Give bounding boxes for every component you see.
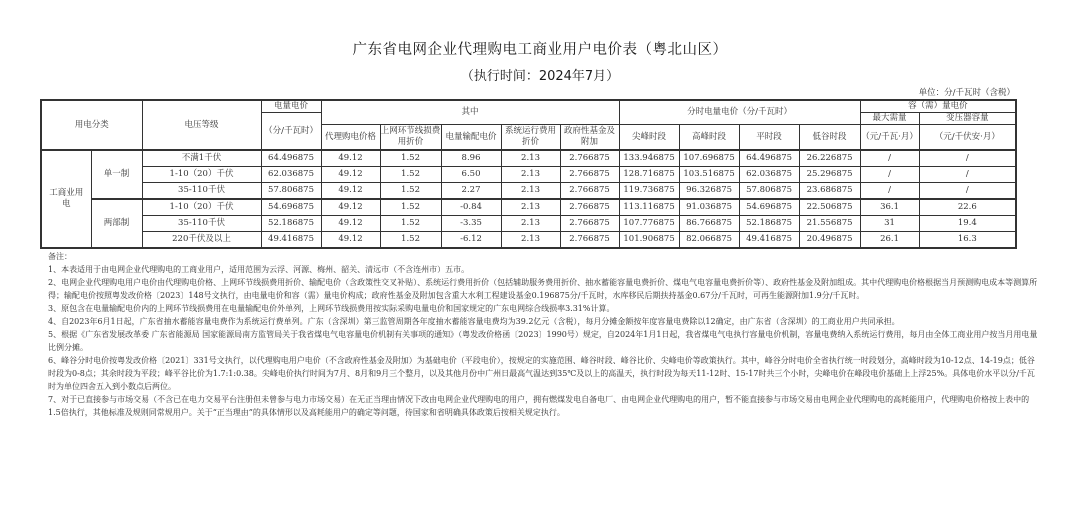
system-op-cell: 2.13 [501,199,560,216]
unit-label: 单位：分/千瓦时（含税） [918,88,1015,98]
energy-price-cell: 64.496875 [261,150,321,167]
header-line-loss: 上网环节线损费用折价 [380,125,441,151]
peak-sharp-cell: 101.906875 [619,232,679,249]
max-demand-cell: / [860,167,919,183]
proxy-price-cell: 49.12 [321,183,380,200]
notes-heading: 备注： [48,252,72,261]
header-transformer: 变压器容量 [919,113,1016,125]
line-loss-cell: 1.52 [380,232,441,249]
effective-date: （执行时间：2024年7月） [460,69,620,84]
system-op-cell: 2.13 [501,150,560,167]
header-energy-price-unit: （分/千瓦时） [261,113,321,151]
header-peak: 高峰时段 [679,125,739,151]
header-max-demand-unit: （元/千瓦·月） [860,125,919,151]
header-capacity: 容（需）量电价 [860,100,1016,113]
note-item: 7、对于已直接参与市场交易（不含已在电力交易平台注册但未曾参与电力市场交易）在无正当理由情况下改由电网企业代理购电的用户，拥有燃煤发电自备电厂、由电网企业代理购电的用户，暂不能直接参与市场交易由电网企业代理购电的高耗能用户，代理购电价格按上表中的1.5倍执行，其他标准及规则同常规用户。关于“正当理由”的具体情形以及高耗能用户的确定等问题，待国家和省明确具体政策后按相关规定执行。 [48,395,1030,417]
voltage-cell: 35-110千伏 [142,216,261,232]
group-cell: 单一制 [91,150,142,199]
header-proxy-price: 代理购电价格 [321,125,380,151]
transformer-cell: 22.6 [919,199,1016,216]
energy-price-cell: 57.806875 [261,183,321,200]
line-loss-cell: 1.52 [380,150,441,167]
max-demand-cell: / [860,150,919,167]
flat-cell: 64.496875 [739,150,799,167]
transmission-cell: -3.35 [441,216,501,232]
valley-cell: 21.556875 [799,216,860,232]
group-cell: 两部制 [91,199,142,248]
valley-cell: 25.296875 [799,167,860,183]
voltage-cell: 不满1千伏 [142,150,261,167]
gov-fund-cell: 2.766875 [560,167,619,183]
header-voltage: 电压等级 [142,100,261,150]
transformer-cell: 16.3 [919,232,1016,249]
voltage-cell: 1-10（20）千伏 [142,199,261,216]
header-flat: 平时段 [739,125,799,151]
header-peak-sharp: 尖峰时段 [619,125,679,151]
note-item: 4、自2023年6月1日起，广东省抽水蓄能容量电费作为系统运行费单列。广东（含深圳）第三监管周期各年度抽水蓄能容量电费均为39.2亿元（含税），每月分摊金额按年度容量电费除以12确定，由广东省（含深圳）的工商业用户共同承担。 [48,317,900,326]
header-max-demand: 最大需量 [860,113,919,125]
proxy-price-cell: 49.12 [321,216,380,232]
transmission-cell: -0.84 [441,199,501,216]
voltage-cell: 35-110千伏 [142,183,261,200]
peak-cell: 91.036875 [679,199,739,216]
table-row [41,183,1016,200]
transmission-cell: 8.96 [441,150,501,167]
header-tou: 分时电量电价（分/千瓦时） [619,100,860,125]
transmission-cell: 6.50 [441,167,501,183]
proxy-price-cell: 49.12 [321,232,380,249]
energy-price-cell: 54.696875 [261,199,321,216]
proxy-price-cell: 49.12 [321,150,380,167]
system-op-cell: 2.13 [501,167,560,183]
energy-price-cell: 52.186875 [261,216,321,232]
peak-cell: 107.696875 [679,150,739,167]
peak-sharp-cell: 119.736875 [619,183,679,200]
peak-cell: 103.516875 [679,167,739,183]
peak-cell: 96.326875 [679,183,739,200]
table-row [41,167,1016,183]
transmission-cell: 2.27 [441,183,501,200]
table-row [41,150,1016,167]
gov-fund-cell: 2.766875 [560,150,619,167]
page-title: 广东省电网企业代理购电工商业用户电价表（粤北山区） [352,42,728,58]
energy-price-cell: 62.036875 [261,167,321,183]
max-demand-cell: 36.1 [860,199,919,216]
line-loss-cell: 1.52 [380,199,441,216]
peak-cell: 86.766875 [679,216,739,232]
flat-cell: 49.416875 [739,232,799,249]
system-op-cell: 2.13 [501,216,560,232]
proxy-price-cell: 49.12 [321,167,380,183]
header-energy-price: 电量电价 [261,100,321,113]
peak-sharp-cell: 107.776875 [619,216,679,232]
energy-price-cell: 49.416875 [261,232,321,249]
system-op-cell: 2.13 [501,183,560,200]
note-item: 3、原包含在电量输配电价内的上网环节线损费用在电量输配电价外单列，上网环节线损费用按实际采购电量电价和国家规定的广东电网综合线损率3.31%计算。 [48,304,615,313]
note-item: 1、本表适用于由电网企业代理购电的工商业用户，适用范围为云浮、河源、梅州、韶关、清远市（不含连州市）五市。 [48,265,470,274]
header-category: 用电分类 [41,100,142,150]
peak-sharp-cell: 128.716875 [619,167,679,183]
note-item: 5、根据《广东省发展改革委 广东省能源局 国家能源局南方监管局关于我省煤电气电容量电价机制有关事项的通知》（粤发改价格函〔2023〕1990号）规定，自2024年1月1日起，我省煤电气电执行容量电价机制，容量电费纳入系统运行费用，每月由全体工商业用户按当月用电量比例分摊。 [48,330,1038,352]
peak-sharp-cell: 133.946875 [619,150,679,167]
transformer-cell: / [919,183,1016,200]
header-transformer-unit: （元/千伏安·月） [919,125,1016,151]
transformer-cell: / [919,167,1016,183]
valley-cell: 26.226875 [799,150,860,167]
max-demand-cell: / [860,183,919,200]
table-row [41,216,1016,232]
valley-cell: 20.496875 [799,232,860,249]
line-loss-cell: 1.52 [380,216,441,232]
gov-fund-cell: 2.766875 [560,232,619,249]
header-of-which: 其中 [321,100,619,125]
peak-sharp-cell: 113.116875 [619,199,679,216]
table-row [41,232,1016,249]
transmission-cell: -6.12 [441,232,501,249]
max-demand-cell: 26.1 [860,232,919,249]
gov-fund-cell: 2.766875 [560,216,619,232]
gov-fund-cell: 2.766875 [560,183,619,200]
category-cell: 工商业用电 [41,150,91,248]
line-loss-cell: 1.52 [380,183,441,200]
peak-cell: 82.066875 [679,232,739,249]
flat-cell: 52.186875 [739,216,799,232]
header-gov-fund: 政府性基金及附加 [560,125,619,151]
gov-fund-cell: 2.766875 [560,199,619,216]
flat-cell: 57.806875 [739,183,799,200]
table-row [41,199,1016,216]
notes-section [48,250,1038,419]
note-item: 6、峰谷分时电价按粤发改价格〔2021〕331号文执行，以代理购电用户电价（不含政府性基金及附加）为基础电价（平段电价），按规定的实施范围、峰谷时段、峰谷比价、尖峰电价等政策执行。其中，峰谷分时电价全省执行统一时段划分，高峰时段为10-12点、14-19点；低谷时段为0-8点；其余时段为平段；峰平谷比价为1.7:1:0.38。尖峰电价执行时间为7月、8月和9月三个整月，以及其他月份中广州日最高气温达到35℃及以上的高温天，执行时段为每天11-12时、15-17时共三个小时，尖峰电价在峰段电价基础上上浮25%。具体电价水平以分/千瓦时为单位四舍五入到小数点后两位。 [48,356,1035,391]
header-row-1 [41,100,1016,113]
line-loss-cell: 1.52 [380,167,441,183]
flat-cell: 54.696875 [739,199,799,216]
price-table [40,99,1017,249]
header-valley: 低谷时段 [799,125,860,151]
voltage-cell: 1-10（20）千伏 [142,167,261,183]
voltage-cell: 220千伏及以上 [142,232,261,249]
transformer-cell: 19.4 [919,216,1016,232]
system-op-cell: 2.13 [501,232,560,249]
note-item: 2、电网企业代理购电用户电价由代理购电价格、上网环节线损费用折价、输配电价（含政策性交叉补贴）、系统运行费用折价（包括辅助服务费用折价、抽水蓄能容量电费折价、煤电气电容量电费折价等）、政府性基金及附加组成。其中代理购电价格根据当月预测购电成本等测算所得；输配电价按照粤发改价格〔2023〕148号文执行，由电量电价和容（需）量电价构成；政府性基金及附加包含重大水利工程建设基金0.196875分/千瓦时，水库移民后期扶持基金0.67分/千瓦时，可再生能源附加1.9分/千瓦时。 [48,278,1038,300]
max-demand-cell: 31 [860,216,919,232]
header-transmission: 电量输配电价 [441,125,501,151]
valley-cell: 22.506875 [799,199,860,216]
transformer-cell: / [919,150,1016,167]
proxy-price-cell: 49.12 [321,199,380,216]
header-system-op: 系统运行费用折价 [501,125,560,151]
flat-cell: 62.036875 [739,167,799,183]
valley-cell: 23.686875 [799,183,860,200]
